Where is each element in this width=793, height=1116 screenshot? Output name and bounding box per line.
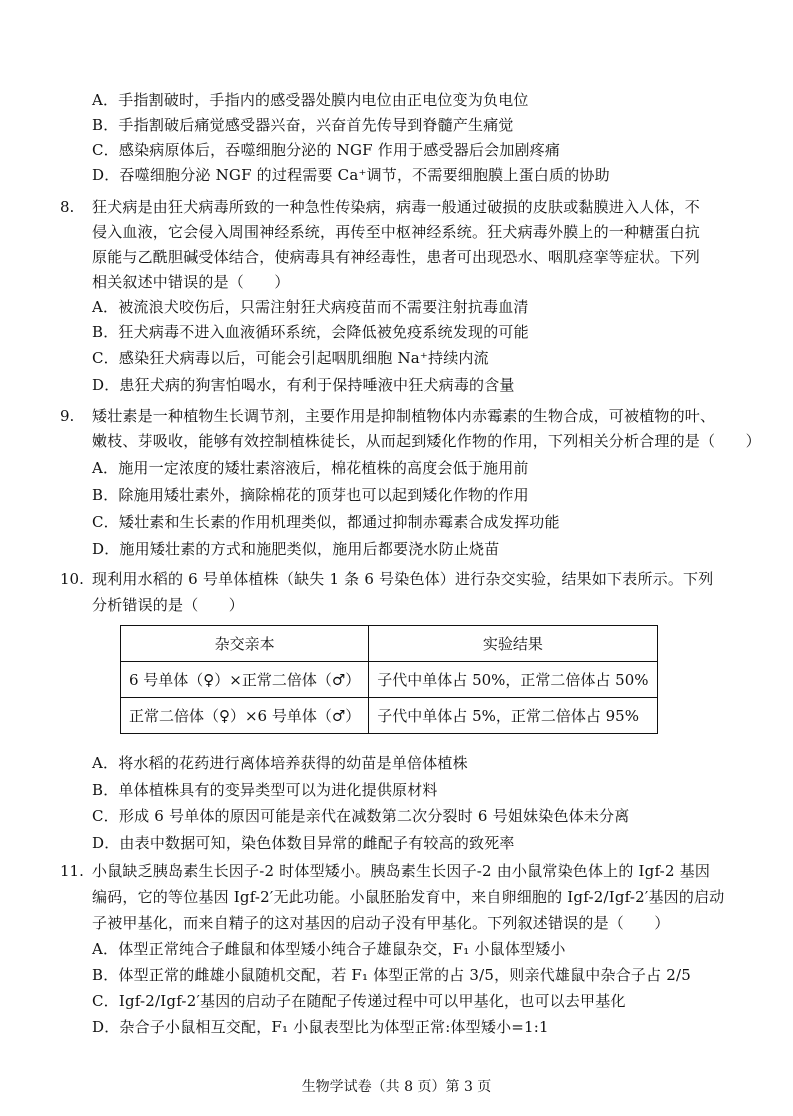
table-header-cell: 杂交亲本 (121, 626, 369, 662)
q8-stem-line: 狂犬病是由狂犬病毒所致的一种急性传染病，病毒一般通过破损的皮肤或黏膜进入人体，不 (92, 198, 701, 216)
q11-option-d: D．杂合子小鼠相互交配，F₁ 小鼠表型比为体型正常:体型矮小=1:1 (92, 1018, 549, 1036)
q9-option-a: A．施用一定浓度的矮壮素溶液后，棉花植株的高度会低于施用前 (92, 459, 529, 477)
q8-stem-line: 侵入血液，它会侵入周围神经系统，再传至中枢神经系统。狂犬病毒外膜上的一种糖蛋白抗 (92, 223, 701, 241)
table-row (121, 662, 658, 698)
table-header-row (121, 626, 658, 662)
q7-option-b: B．手指割破后痛觉感受器兴奋，兴奋首先传导到脊髓产生痛觉 (92, 116, 514, 134)
q7-option-c: C．感染病原体后，吞噬细胞分泌的 NGF 作用于感受器后会加剧疼痛 (92, 141, 561, 159)
q11-number: 11. (60, 862, 84, 880)
q9-stem-line: 矮壮素是一种植物生长调节剂，主要作用是抑制植物体内赤霉素的生物合成，可被植物的叶、 (92, 407, 716, 425)
q8-option-d: D．患狂犬病的狗害怕喝水，有利于保持唾液中狂犬病毒的含量 (92, 376, 515, 394)
q7-option-a: A．手指割破时，手指内的感受器处膜内电位由正电位变为负电位 (92, 91, 529, 109)
q9-option-d: D．施用矮壮素的方式和施肥类似，施用后都要浇水防止烧苗 (92, 540, 500, 558)
q10-number: 10. (60, 570, 84, 588)
q10-option-b: B．单体植株具有的变异类型可以为进化提供原材料 (92, 781, 438, 799)
q11-option-b: B．体型正常的雌雄小鼠随机交配，若 F₁ 体型正常的占 3/5，则亲代雄鼠中杂合子占 2/5 (92, 966, 692, 984)
table-cell: 子代中单体占 50%，正常二倍体占 50% (369, 662, 657, 698)
table-row (121, 698, 658, 734)
q8-option-c: C．感染狂犬病毒以后，可能会引起咽肌细胞 Na⁺持续内流 (92, 349, 489, 367)
q11-option-c: C．Igf-2/Igf-2′基因的启动子在随配子传递过程中可以甲基化，也可以去甲基化 (92, 992, 626, 1010)
q8-option-a: A．被流浪犬咬伤后，只需注射狂犬病疫苗而不需要注射抗毒血清 (92, 298, 529, 316)
q8-stem-line: 相关叙述中错误的是（ ） (92, 273, 290, 291)
q9-number: 9. (60, 407, 75, 425)
q10-option-a: A．将水稻的花药进行离体培养获得的幼苗是单倍体植株 (92, 754, 468, 772)
experiment-table (120, 625, 658, 734)
table-cell: 正常二倍体（♀）×6 号单体（♂） (121, 698, 369, 734)
table-cell: 子代中单体占 5%，正常二倍体占 95% (369, 698, 657, 734)
q10-stem-line: 分析错误的是（ ） (92, 596, 245, 614)
q8-stem-line: 原能与乙酰胆碱受体结合，使病毒具有神经毒性，患者可出现恐水、咽肌痉挛等症状。下列 (92, 248, 701, 266)
q11-stem-line: 小鼠缺乏胰岛素生长因子-2 时体型矮小。胰岛素生长因子-2 由小鼠常染色体上的 Igf-2 基因 (92, 862, 711, 880)
table-header-cell: 实验结果 (369, 626, 657, 662)
q11-stem-line: 子被甲基化，而来自精子的这对基因的启动子没有甲基化。下列叙述错误的是（ ） (92, 914, 670, 932)
q10-option-d: D．由表中数据可知，染色体数目异常的雌配子有较高的致死率 (92, 834, 515, 852)
q9-stem-line: 嫩枝、芽吸收，能够有效控制植株徒长，从而起到矮化作物的作用，下列相关分析合理的是（ ） (92, 432, 761, 450)
page-footer: 生物学试卷（共 8 页）第 3 页 (301, 1079, 492, 1095)
table-cell: 6 号单体（♀）×正常二倍体（♂） (121, 662, 369, 698)
q9-option-c: C．矮壮素和生长素的作用机理类似，都通过抑制赤霉素合成发挥功能 (92, 513, 560, 531)
q7-option-d: D．吞噬细胞分泌 NGF 的过程需要 Ca⁺调节，不需要细胞膜上蛋白质的协助 (92, 166, 610, 184)
q10-option-c: C．形成 6 号单体的原因可能是亲代在减数第二次分裂时 6 号姐妹染色体未分离 (92, 807, 630, 825)
q9-option-b: B．除施用矮壮素外，摘除棉花的顶芽也可以起到矮化作物的作用 (92, 486, 529, 504)
q11-stem-line: 编码，它的等位基因 Igf-2′无此功能。小鼠胚胎发育中，来自卵细胞的 Igf-2/Igf-2′基因的启动 (92, 888, 725, 906)
q8-number: 8. (60, 198, 75, 216)
q11-option-a: A．体型正常纯合子雌鼠和体型矮小纯合子雄鼠杂交，F₁ 小鼠体型矮小 (92, 940, 566, 958)
q10-stem-line: 现利用水稻的 6 号单体植株（缺失 1 条 6 号染色体）进行杂交实验，结果如下表所示。下列 (92, 570, 714, 588)
q8-option-b: B．狂犬病毒不进入血液循环系统，会降低被免疫系统发现的可能 (92, 323, 529, 341)
